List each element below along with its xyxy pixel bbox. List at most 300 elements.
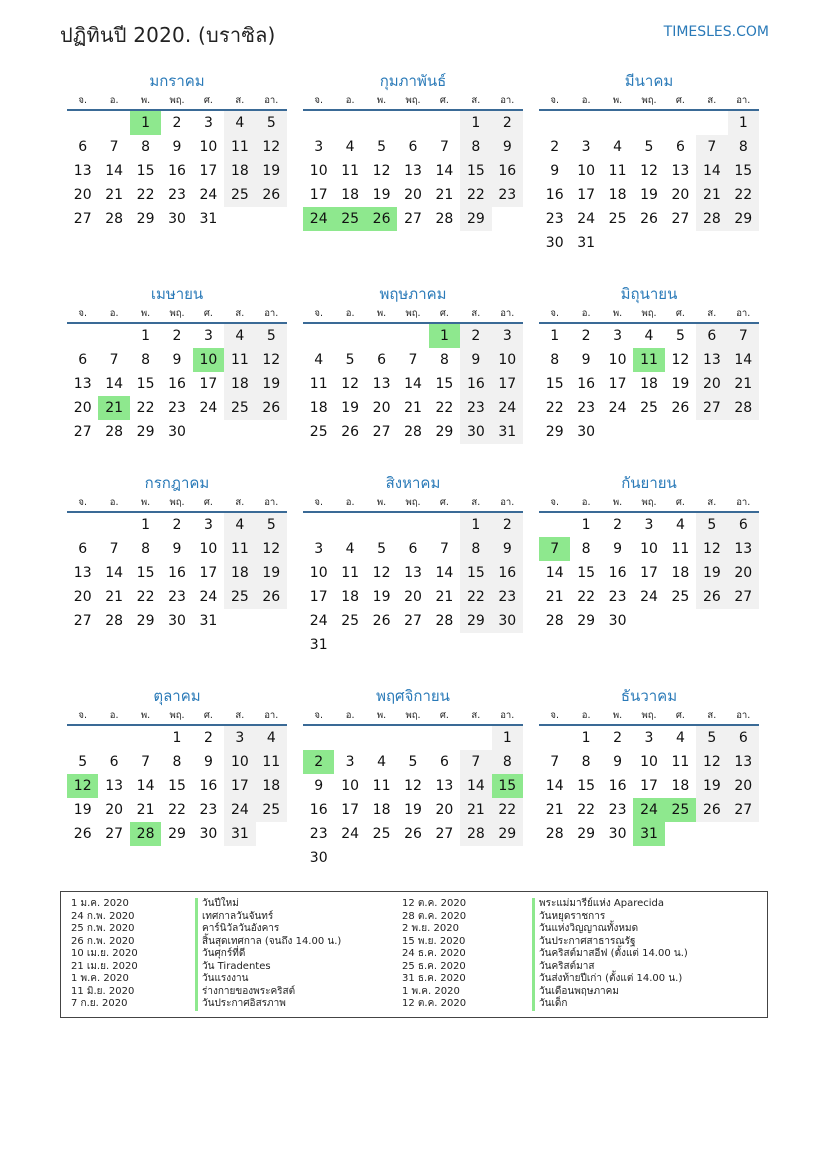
day-cell: 7: [439, 139, 449, 155]
day-cell: 22: [460, 183, 491, 207]
day-cell: 2: [581, 328, 591, 344]
day-cell: 18: [341, 187, 360, 203]
day-cell: 7: [109, 139, 119, 155]
weekday-label: ศ.: [439, 95, 449, 106]
weekday-label: อ.: [581, 95, 591, 106]
month-title: ตุลาคม: [153, 687, 201, 705]
legend-date: 24 ก.พ. 2020: [71, 910, 135, 922]
day-cell: 16: [199, 778, 218, 794]
day-cell: 8: [492, 750, 523, 774]
day-cell: 31: [492, 420, 523, 444]
day-cell: 18: [341, 589, 360, 605]
day-cell: 17: [224, 774, 255, 798]
day-cell: 15: [545, 376, 564, 392]
day-cell: 29: [728, 207, 759, 231]
day-cell: 11: [671, 754, 690, 770]
day-cell: 8: [460, 135, 491, 159]
day-cell: 31: [224, 822, 255, 846]
day-cell: 13: [671, 163, 690, 179]
day-cell: 2: [172, 115, 182, 131]
legend-date: 24 ธ.ค. 2020: [402, 948, 466, 959]
day-cell: 13: [404, 163, 422, 179]
day-cell: 26: [256, 396, 287, 420]
day-cell: 30: [168, 613, 186, 629]
day-cell: 24: [199, 400, 218, 416]
month-title: มีนาคม: [624, 72, 674, 90]
weekday-label: อ.: [109, 497, 119, 508]
day-cell: 11: [256, 750, 287, 774]
weekday-header: [67, 494, 287, 513]
weekday-label: อา.: [500, 497, 515, 508]
weekday-label: พฤ.: [641, 497, 657, 508]
day-cell: 5: [256, 324, 287, 348]
day-cell: 15: [136, 163, 155, 179]
day-cell: 4: [224, 513, 255, 537]
holiday-day-cell: 25: [665, 798, 696, 822]
day-cell: 9: [203, 754, 213, 770]
day-cell: 1: [728, 111, 759, 135]
day-cell: 1: [172, 730, 182, 746]
day-cell: 27: [372, 424, 391, 440]
day-cell: 21: [105, 589, 124, 605]
weekday-header: [539, 707, 759, 726]
day-cell: 2: [203, 730, 213, 746]
day-cell: 11: [608, 163, 627, 179]
day-cell: 3: [203, 517, 213, 533]
day-cell: 5: [345, 352, 355, 368]
day-cell: 25: [372, 826, 391, 842]
day-cell: 26: [696, 585, 727, 609]
day-grid: [303, 111, 523, 255]
day-cell: 20: [73, 589, 92, 605]
day-cell: 21: [545, 589, 564, 605]
weekday-label: อา.: [264, 95, 279, 106]
day-cell: 1: [581, 730, 591, 746]
day-cell: 27: [105, 826, 124, 842]
day-cell: 17: [199, 163, 218, 179]
month-block: [303, 472, 523, 657]
day-cell: 29: [136, 613, 155, 629]
day-cell: 14: [696, 159, 727, 183]
day-cell: 26: [640, 211, 658, 227]
day-cell: 16: [577, 376, 596, 392]
legend-holiday-name: วันแรงงาน: [195, 973, 341, 986]
day-cell: 17: [199, 376, 218, 392]
day-cell: 1: [492, 726, 523, 750]
day-cell: 18: [224, 372, 255, 396]
day-cell: 7: [728, 324, 759, 348]
day-cell: 8: [172, 754, 182, 770]
day-cell: 28: [105, 424, 124, 440]
day-cell: 21: [460, 798, 491, 822]
day-cell: 26: [696, 798, 727, 822]
day-cell: 20: [728, 774, 759, 798]
day-cell: 29: [577, 613, 596, 629]
day-cell: 26: [341, 424, 360, 440]
day-cell: 4: [256, 726, 287, 750]
weekday-header: [303, 494, 523, 513]
holiday-day-cell: 7: [539, 537, 570, 561]
day-cell: 31: [199, 613, 218, 629]
day-cell: 29: [460, 609, 491, 633]
weekday-header: [67, 92, 287, 111]
day-cell: 17: [640, 565, 658, 581]
weekday-label: พฤ.: [405, 710, 421, 721]
weekday-label: พ.: [612, 95, 623, 106]
day-cell: 24: [608, 400, 627, 416]
day-cell: 26: [256, 585, 287, 609]
day-cell: 10: [640, 541, 658, 557]
holiday-legend: [60, 891, 768, 1018]
weekday-label: พ.: [140, 95, 151, 106]
day-cell: 12: [372, 163, 391, 179]
month-title: กรกฎาคม: [144, 474, 210, 492]
legend-date: 26 ก.พ. 2020: [71, 935, 135, 947]
day-cell: 22: [435, 400, 454, 416]
weekday-label: ส.: [707, 710, 717, 721]
day-cell: 10: [492, 348, 523, 372]
day-cell: 20: [435, 802, 454, 818]
weekday-label: จ.: [314, 308, 323, 319]
legend-date: 10 เม.ย. 2020: [71, 948, 138, 959]
day-cell: 9: [581, 352, 591, 368]
day-cell: 16: [545, 187, 564, 203]
weekday-label: ส.: [235, 710, 245, 721]
holiday-day-cell: 12: [67, 774, 98, 798]
day-cell: 31: [199, 211, 218, 227]
day-cell: 29: [435, 424, 454, 440]
legend-date: 28 ต.ค. 2020: [402, 910, 467, 922]
weekday-label: พ.: [140, 710, 151, 721]
day-grid: [67, 513, 287, 657]
day-cell: 20: [73, 187, 92, 203]
weekday-label: พ.: [140, 308, 151, 319]
day-cell: 10: [640, 754, 658, 770]
day-cell: 19: [256, 159, 287, 183]
day-cell: 11: [224, 135, 255, 159]
weekday-header: [67, 305, 287, 324]
month-title: กันยายน: [621, 474, 677, 492]
weekday-label: ส.: [707, 308, 717, 319]
day-cell: 26: [671, 400, 690, 416]
holiday-day-cell: 1: [429, 324, 460, 348]
day-cell: 19: [671, 376, 690, 392]
day-cell: 22: [168, 802, 186, 818]
day-cell: 23: [545, 211, 564, 227]
day-cell: 15: [577, 778, 596, 794]
day-cell: 24: [492, 396, 523, 420]
legend-holiday-name: วัน Tiradentes: [195, 961, 341, 974]
day-cell: 29: [545, 424, 564, 440]
day-cell: 27: [73, 211, 92, 227]
month-block: [67, 70, 287, 255]
month-title: ธันวาคม: [620, 687, 678, 705]
month-title: มิถุนายน: [620, 285, 678, 303]
day-cell: 23: [492, 183, 523, 207]
day-cell: 5: [696, 513, 727, 537]
day-cell: 2: [172, 517, 182, 533]
day-cell: 5: [377, 541, 387, 557]
day-cell: 26: [404, 826, 422, 842]
day-cell: 14: [435, 163, 454, 179]
day-cell: 21: [105, 187, 124, 203]
day-cell: 16: [492, 159, 523, 183]
weekday-label: อา.: [500, 308, 515, 319]
day-cell: 30: [492, 609, 523, 633]
day-grid: [539, 324, 759, 468]
day-cell: 31: [309, 637, 328, 653]
month-block: [539, 472, 759, 657]
day-cell: 13: [73, 163, 92, 179]
legend-holiday-name: วันส่งท้ายปีเก่า (ตั้งแต่ 14.00 น.): [532, 973, 688, 986]
holiday-day-cell: 10: [193, 348, 224, 372]
day-cell: 19: [372, 589, 391, 605]
day-cell: 20: [728, 561, 759, 585]
holiday-day-cell: 21: [98, 396, 129, 420]
day-cell: 19: [404, 802, 422, 818]
day-cell: 28: [545, 826, 564, 842]
day-cell: 12: [341, 376, 360, 392]
legend-holiday-name: วันเดือนพฤษภาคม: [532, 986, 688, 999]
site-link[interactable]: TIMESLES.COM: [663, 24, 769, 40]
day-cell: 30: [577, 424, 596, 440]
day-cell: 15: [460, 561, 491, 585]
day-cell: 29: [492, 822, 523, 846]
weekday-label: อ.: [345, 710, 355, 721]
day-cell: 18: [640, 376, 658, 392]
day-cell: 13: [372, 376, 391, 392]
day-grid: [539, 726, 759, 870]
weekday-header: [303, 92, 523, 111]
day-cell: 21: [136, 802, 155, 818]
day-cell: 1: [141, 328, 151, 344]
day-cell: 3: [203, 115, 213, 131]
day-cell: 24: [577, 211, 596, 227]
weekday-label: อา.: [736, 95, 751, 106]
weekday-label: ส.: [471, 497, 481, 508]
day-cell: 10: [341, 778, 360, 794]
day-cell: 10: [199, 139, 218, 155]
weekday-label: ศ.: [203, 95, 213, 106]
weekday-label: ศ.: [439, 710, 449, 721]
day-cell: 3: [581, 139, 591, 155]
weekday-label: พฤ.: [405, 308, 421, 319]
day-cell: 3: [613, 328, 623, 344]
day-cell: 27: [728, 585, 759, 609]
day-cell: 9: [172, 352, 182, 368]
legend-date: 1 ม.ค. 2020: [71, 898, 129, 909]
day-cell: 29: [577, 826, 596, 842]
day-cell: 6: [696, 324, 727, 348]
day-cell: 22: [728, 183, 759, 207]
weekday-label: ศ.: [203, 710, 213, 721]
day-cell: 24: [341, 826, 360, 842]
day-cell: 23: [608, 589, 627, 605]
day-cell: 19: [341, 400, 360, 416]
day-cell: 12: [404, 778, 422, 794]
day-cell: 21: [435, 187, 454, 203]
month-block: [539, 685, 759, 870]
month-block: [303, 283, 523, 468]
day-cell: 12: [372, 565, 391, 581]
day-cell: 11: [341, 565, 360, 581]
day-cell: 3: [345, 754, 355, 770]
day-cell: 18: [608, 187, 627, 203]
day-cell: 10: [577, 163, 596, 179]
weekday-label: พ.: [376, 497, 387, 508]
day-cell: 11: [671, 541, 690, 557]
weekday-label: อา.: [264, 710, 279, 721]
day-cell: 3: [314, 541, 324, 557]
day-cell: 28: [728, 396, 759, 420]
day-cell: 27: [728, 798, 759, 822]
day-cell: 8: [141, 352, 151, 368]
legend-holiday-name: พระแม่มารีย์แห่ง Aparecida: [532, 898, 688, 911]
day-cell: 6: [78, 352, 88, 368]
day-cell: 14: [105, 565, 124, 581]
day-cell: 27: [696, 396, 727, 420]
day-cell: 6: [675, 139, 685, 155]
day-cell: 14: [105, 163, 124, 179]
day-cell: 11: [372, 778, 391, 794]
day-cell: 25: [671, 589, 690, 605]
day-cell: 28: [404, 424, 422, 440]
day-cell: 13: [105, 778, 124, 794]
weekday-label: อา.: [264, 497, 279, 508]
day-cell: 23: [168, 187, 186, 203]
legend-holiday-name: ร่างกายของพระคริสต์: [195, 986, 341, 999]
month-title: สิงหาคม: [385, 474, 441, 492]
legend-date: 21 เม.ย. 2020: [71, 960, 138, 972]
day-cell: 15: [435, 376, 454, 392]
day-cell: 13: [728, 537, 759, 561]
day-cell: 24: [224, 798, 255, 822]
day-cell: 27: [671, 211, 690, 227]
day-cell: 5: [644, 139, 654, 155]
day-cell: 13: [404, 565, 422, 581]
day-cell: 25: [341, 613, 360, 629]
weekday-label: ส.: [235, 497, 245, 508]
day-cell: 10: [224, 750, 255, 774]
day-cell: 2: [460, 324, 491, 348]
day-grid: [67, 324, 287, 468]
day-cell: 29: [460, 207, 491, 231]
legend-date: 25 ธ.ค. 2020: [402, 960, 466, 972]
day-cell: 6: [408, 139, 418, 155]
weekday-label: ศ.: [675, 710, 685, 721]
month-title: มกราคม: [149, 72, 205, 90]
legend-dates-col-1: [71, 898, 138, 1011]
weekday-label: ศ.: [675, 308, 685, 319]
day-cell: 17: [309, 589, 328, 605]
weekday-label: จ.: [550, 95, 559, 106]
day-cell: 23: [199, 802, 218, 818]
day-cell: 14: [136, 778, 155, 794]
month-block: [303, 70, 523, 255]
holiday-day-cell: 24: [633, 798, 664, 822]
day-cell: 1: [581, 517, 591, 533]
day-cell: 18: [224, 159, 255, 183]
day-cell: 13: [435, 778, 454, 794]
day-cell: 17: [577, 187, 596, 203]
day-cell: 22: [492, 798, 523, 822]
legend-holiday-name: วันประกาศสาธารณรัฐ: [532, 936, 688, 949]
day-cell: 14: [404, 376, 422, 392]
day-cell: 2: [492, 513, 523, 537]
day-cell: 8: [141, 541, 151, 557]
day-cell: 15: [168, 778, 186, 794]
day-cell: 9: [460, 348, 491, 372]
day-cell: 2: [492, 111, 523, 135]
legend-date: 25 ก.พ. 2020: [71, 923, 135, 934]
weekday-label: ศ.: [203, 308, 213, 319]
day-cell: 23: [309, 826, 328, 842]
day-cell: 1: [141, 517, 151, 533]
day-cell: 15: [136, 376, 155, 392]
legend-holiday-name: เทศกาลวันจันทร์: [195, 911, 341, 924]
day-cell: 14: [435, 565, 454, 581]
day-grid: [67, 111, 287, 255]
month-title: กุมภาพันธ์: [379, 72, 447, 90]
legend-holiday-name: สิ้นสุดเทศกาล (จนถึง 14.00 น.): [195, 936, 341, 949]
day-cell: 17: [640, 778, 658, 794]
legend-names-col-1: [195, 898, 341, 1011]
day-cell: 27: [73, 424, 92, 440]
day-cell: 7: [550, 754, 560, 770]
day-cell: 17: [492, 372, 523, 396]
month-title: เมษายน: [150, 285, 204, 303]
day-cell: 4: [675, 517, 685, 533]
day-cell: 12: [671, 352, 690, 368]
day-cell: 7: [439, 541, 449, 557]
month-block: [67, 283, 287, 468]
day-cell: 8: [550, 352, 560, 368]
legend-date: 12 ต.ค. 2020: [402, 898, 467, 909]
weekday-label: ศ.: [203, 497, 213, 508]
day-cell: 7: [460, 750, 491, 774]
weekday-label: พ.: [140, 497, 151, 508]
day-cell: 4: [613, 139, 623, 155]
weekday-label: พฤ.: [405, 95, 421, 106]
day-cell: 26: [73, 826, 92, 842]
day-cell: 1: [550, 328, 560, 344]
holiday-day-cell: 24: [303, 207, 334, 231]
day-grid: [303, 324, 523, 468]
day-cell: 8: [581, 754, 591, 770]
day-grid: [303, 726, 523, 870]
day-cell: 2: [172, 328, 182, 344]
page-title: ปฏิทินปี 2020. (บราซิล): [60, 23, 276, 47]
holiday-day-cell: 31: [633, 822, 664, 846]
day-cell: 8: [439, 352, 449, 368]
day-cell: 14: [105, 376, 124, 392]
weekday-label: จ.: [78, 95, 87, 106]
day-cell: 21: [404, 400, 422, 416]
day-cell: 30: [168, 211, 186, 227]
day-cell: 6: [377, 352, 387, 368]
legend-holiday-name: คาร์นิวัลวันอังคาร: [195, 923, 341, 936]
weekday-label: อา.: [264, 308, 279, 319]
weekday-label: อ.: [581, 497, 591, 508]
day-cell: 10: [309, 163, 328, 179]
weekday-label: พ.: [612, 710, 623, 721]
day-cell: 28: [545, 613, 564, 629]
day-cell: 4: [377, 754, 387, 770]
day-cell: 15: [577, 565, 596, 581]
day-cell: 17: [309, 187, 328, 203]
day-grid: [539, 513, 759, 657]
day-cell: 1: [460, 513, 491, 537]
